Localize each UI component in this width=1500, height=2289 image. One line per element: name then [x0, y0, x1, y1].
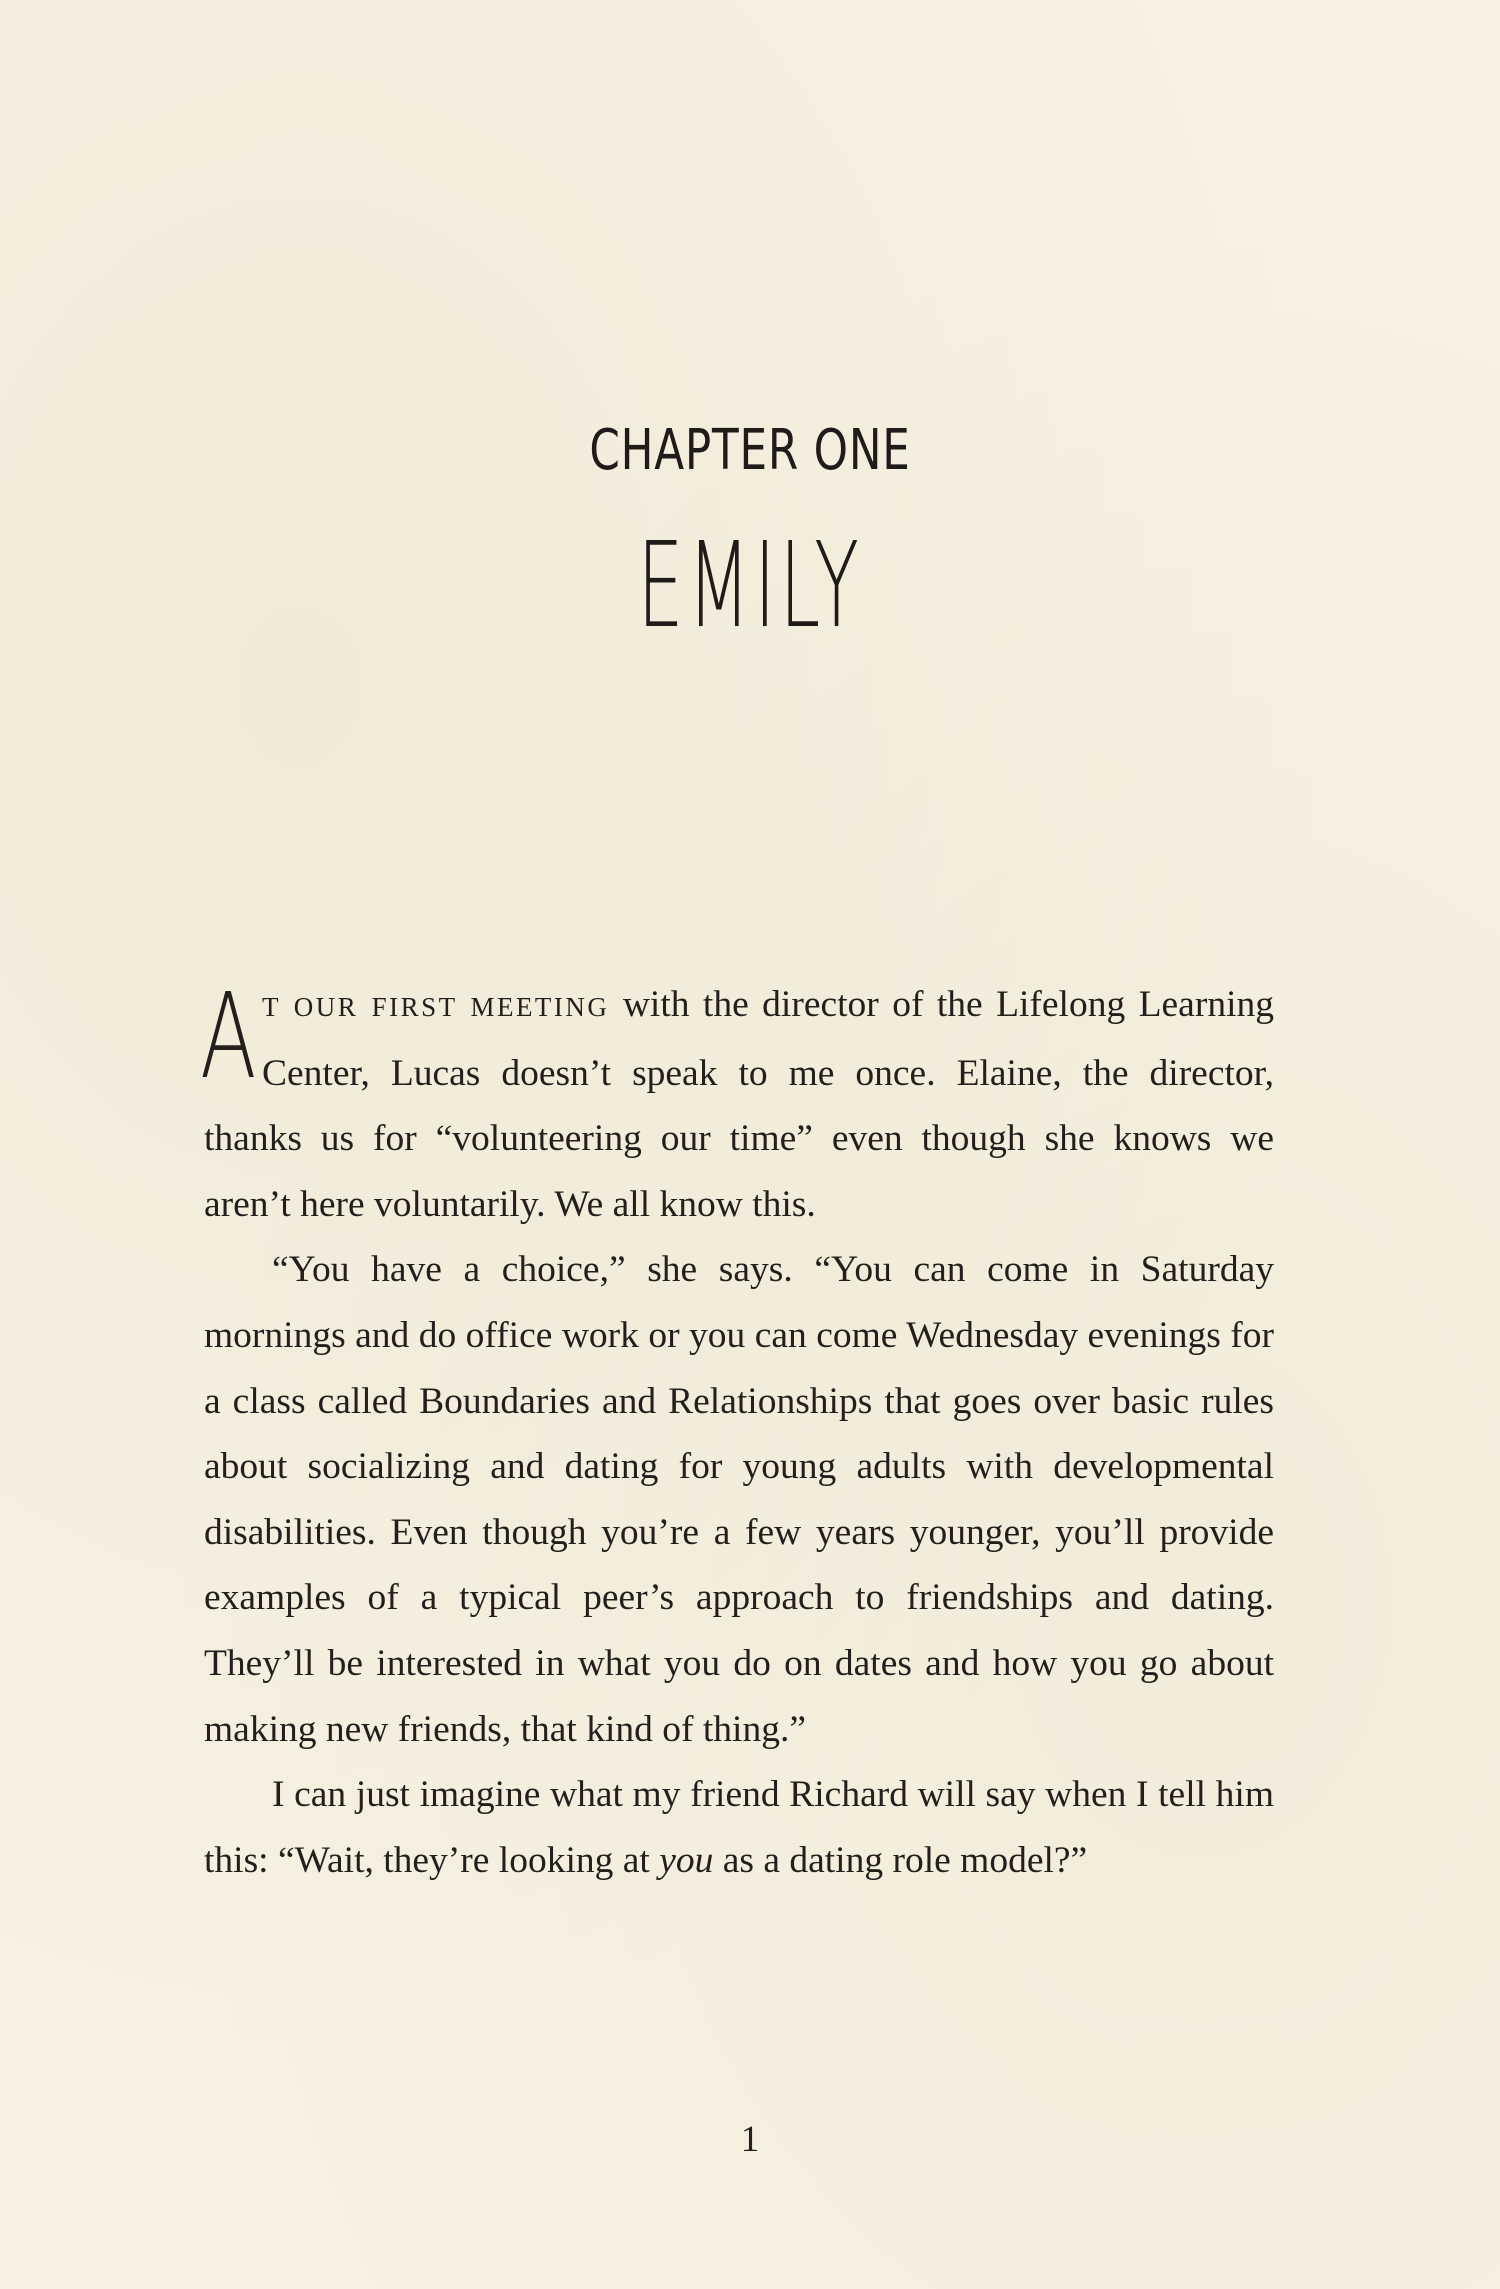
- paragraph-3-text-after: as a dating role model?”: [713, 1839, 1088, 1881]
- drop-cap: A: [200, 967, 257, 1105]
- paragraph-1: [200, 967, 1274, 1237]
- paragraph-3-text-before: I can just imagine what my friend Richard will say when I tell him this: “Wait, they’re looking at: [204, 1774, 1274, 1881]
- paragraph-1-text: with the director of the Lifelong Learning Center, Lucas doesn’t speak to me once. Elaine, the director, thanks us for “volunteering our time” even though she knows we aren’t here voluntarily. We all know this.: [204, 984, 1274, 1225]
- paragraph-3-emphasis: you: [659, 1839, 714, 1881]
- body-text: [200, 967, 1274, 1893]
- chapter-title: EMILY: [637, 516, 863, 654]
- paragraph-3: [204, 1762, 1274, 1893]
- page-number: 1: [740, 2119, 760, 2160]
- chapter-label: CHAPTER ONE: [589, 418, 911, 483]
- lead-in-smallcaps: T OUR FIRST MEETING: [262, 992, 610, 1022]
- paragraph-2: “You have a choice,” she says. “You can come in Saturday mornings and do office work or you can come Wednesday evenings for a class called Boundaries and Relationships that goes over basic rules about socializing and dating for young adults with developmental disabilities. Even though you’re a few years younger, you’ll provide examples of a typical peer’s approach to friendships and dating. They’ll be interested in what you do on dates and how you go about making new friends, that kind of thing.”: [204, 1249, 1274, 1750]
